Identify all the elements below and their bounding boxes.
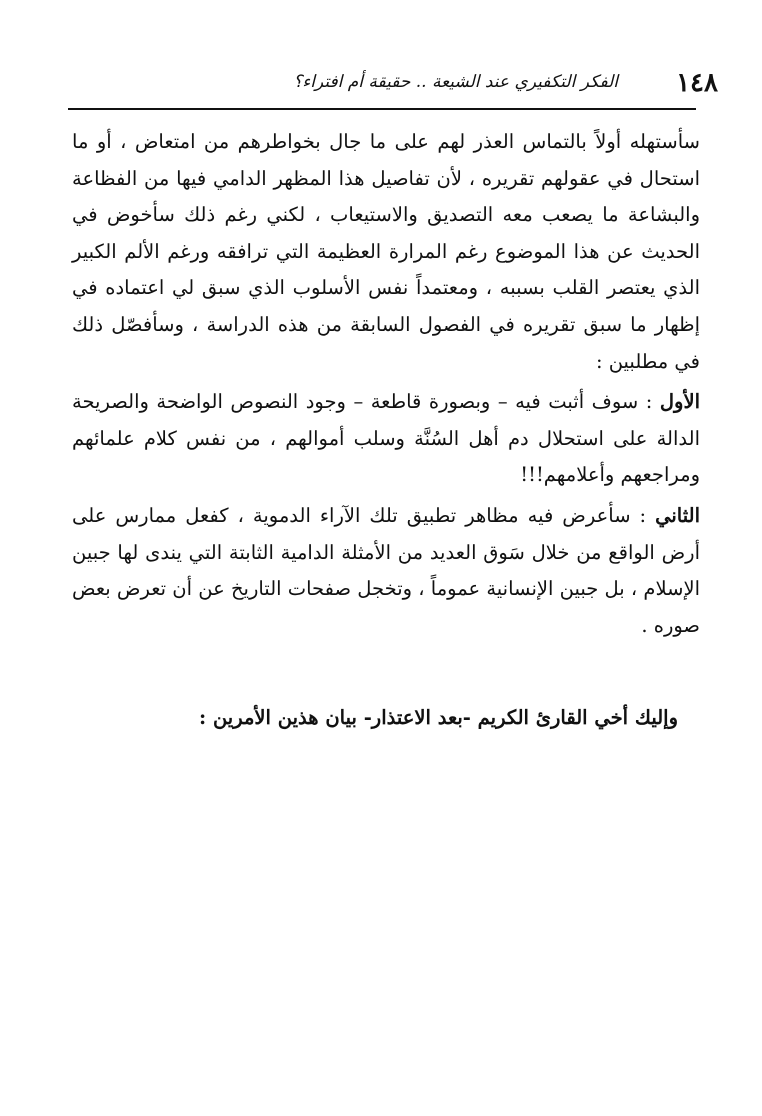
page-header bbox=[68, 62, 718, 110]
closing-line: وإليك أخي القارئ الكريم -بعد الاعتذار- بيان هذين الأمرين : bbox=[198, 706, 678, 729]
running-title: الفكر التكفيري عند الشيعة .. حقيقة أم افتراء؟ bbox=[293, 72, 618, 92]
page-number: ١٤٨ bbox=[676, 68, 718, 98]
first-point-label: الأول bbox=[659, 390, 700, 414]
first-point-paragraph bbox=[72, 384, 700, 494]
body-text bbox=[72, 124, 700, 644]
second-point-text: : سأعرض فيه مظاهر تطبيق تلك الآراء الدموية ، كفعل ممارس على أرض الواقع من خلال سَوق العديد من الأمثلة الدامية الثابتة التي يندى لها جبين الإسلام ، بل جبين الإنسانية عموماً ، وتخجل صفحات التاريخ عن أن تعرض بعض صوره . bbox=[72, 503, 700, 637]
intro-paragraph: سأستهله أولاً بالتماس العذر لهم على ما جال بخواطرهم من امتعاض ، أو ما استحال في عقولهم تقريره ، لأن تفاصيل هذا المظهر الدامي فيها من الفظاعة والبشاعة ما يصعب معه التصديق والاستيعاب ، لكني رغم ذلك سأخوض في الحديث عن هذا الموضوع رغم المرارة العظيمة التي ترافقه ورغم الألم الكبير الذي يعتصر القلب بسببه ، ومعتمداً نفس الأسلوب الذي سبق لي اعتماده في إظهار ما سبق تقريره في الفصول السابقة من هذه الدراسة ، وسأفصّل ذلك في مطلبين : bbox=[72, 130, 700, 373]
second-point-paragraph bbox=[72, 498, 700, 644]
first-point-text: : سوف أثبت فيه – وبصورة قاطعة – وجود النصوص الواضحة والصريحة الدالة على استحلال دم أهل السُنَّة وسلب أموالهم ، من نفس كلام علمائهم ومراجعهم وأعلامهم!!! bbox=[72, 390, 700, 487]
second-point-label: الثاني bbox=[655, 503, 700, 527]
